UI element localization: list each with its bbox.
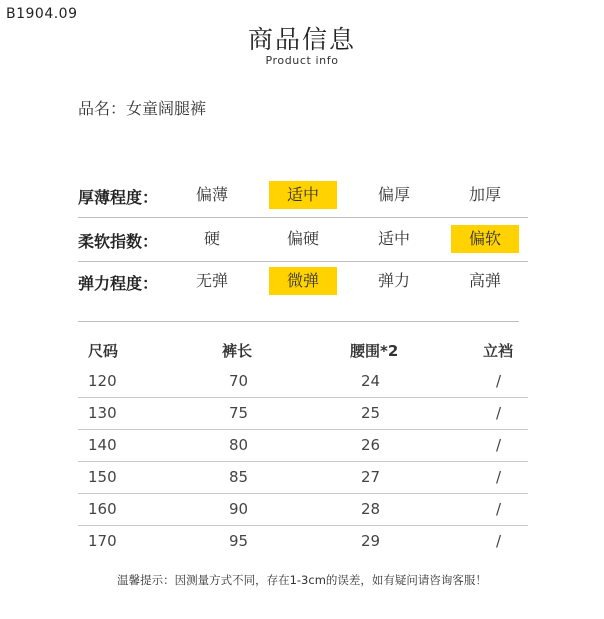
cell-length: 70 [229,372,249,390]
attribute-option-selected: 偏软 [451,225,519,253]
attribute-row-thickness [78,176,528,218]
table-row [78,462,528,494]
cell-rise: / [496,468,502,486]
cell-rise: / [496,436,502,454]
attribute-option: 适中 [377,229,410,248]
section-title: 商品信息 [247,25,356,54]
table-top-border [78,321,519,322]
attribute-label: 弹力程度： [78,274,159,293]
table-row [78,430,528,462]
cell-waist: 27 [361,468,381,486]
cell-rise: / [496,532,502,550]
cell-length: 80 [229,436,249,454]
cell-length: 90 [229,500,249,518]
cell-rise: / [496,404,502,422]
cell-waist: 24 [361,372,381,390]
attribute-option-selected: 微弹 [269,267,337,295]
table-header-waist: 腰围*2 [350,342,399,360]
attribute-option: 高弹 [468,271,501,290]
cell-rise: / [496,372,502,390]
attribute-option: 偏硬 [286,229,319,248]
cell-waist: 25 [361,404,381,422]
table-header-rise: 立裆 [483,342,514,360]
cell-size: 150 [88,468,117,486]
attribute-row-softness [78,220,528,262]
cell-size: 130 [88,404,117,422]
section-subtitle: Product info [265,54,339,67]
table-row [78,398,528,430]
table-row [78,366,528,398]
attribute-option: 弹力 [377,271,410,290]
table-header-length: 裤长 [222,342,253,360]
cell-length: 95 [229,532,249,550]
cell-length: 75 [229,404,249,422]
cell-size: 120 [88,372,117,390]
cell-rise: / [496,500,502,518]
cell-waist: 26 [361,436,381,454]
table-row [78,494,528,526]
attribute-option: 无弹 [195,271,228,290]
product-name: 品名：女童阔腿裤 [78,99,207,118]
product-code: B1904.09 [6,6,78,22]
attribute-row-elasticity [78,262,528,304]
cell-size: 160 [88,500,117,518]
attribute-option: 偏薄 [195,185,228,204]
attribute-option-selected: 适中 [269,181,337,209]
attribute-label: 柔软指数： [78,232,159,251]
attribute-option: 加厚 [468,185,501,204]
table-header-size: 尺码 [88,342,119,360]
cell-length: 85 [229,468,249,486]
cell-size: 140 [88,436,117,454]
table-row [78,526,528,558]
attribute-option: 偏厚 [377,185,410,204]
attribute-option: 硬 [203,229,220,248]
cell-size: 170 [88,532,117,550]
attribute-label: 厚薄程度： [78,188,159,207]
footnote: 温馨提示：因测量方式不同，存在1-3cm的误差，如有疑问请咨询客服！ [117,573,487,587]
cell-waist: 29 [361,532,381,550]
cell-waist: 28 [361,500,381,518]
divider [78,217,528,218]
